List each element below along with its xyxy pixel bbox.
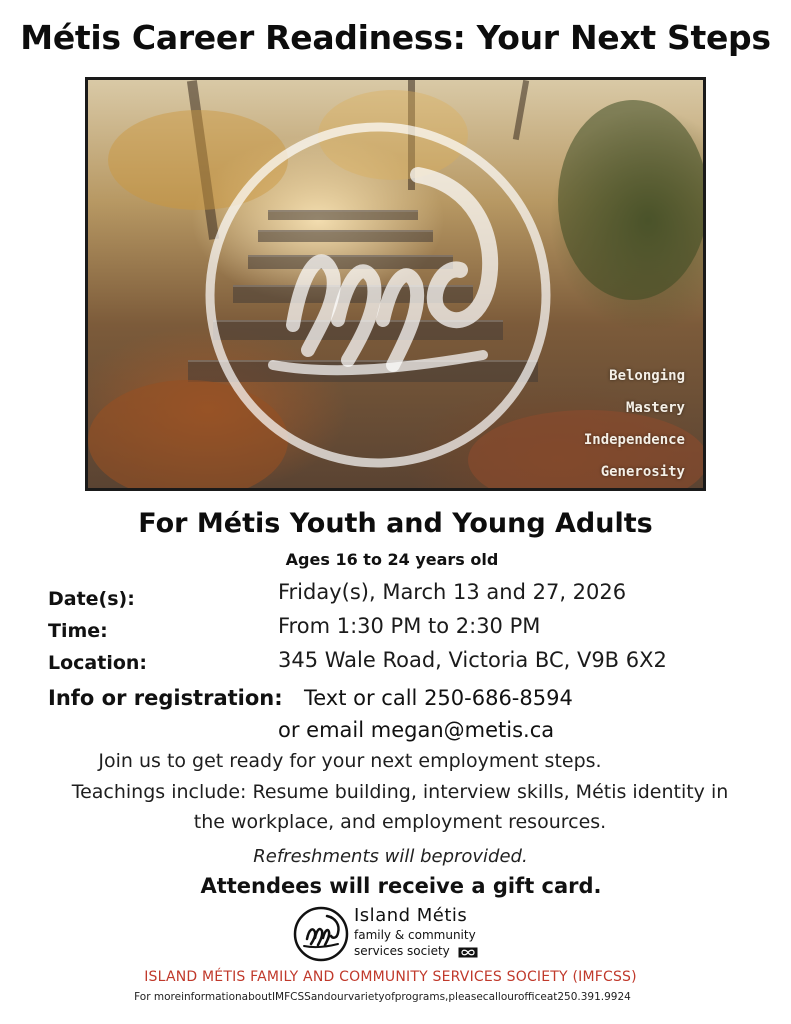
organization-name: ISLAND MÉTIS FAMILY AND COMMUNITY SERVICES SOCIETY (IMFCSS) — [144, 969, 637, 985]
logo-name: Island Métis — [354, 905, 468, 926]
time-value: From 1:30 PM to 2:30 PM — [278, 614, 541, 638]
imfcss-logo — [292, 905, 492, 963]
date-value: Friday(s), March 13 and 27, 2026 — [278, 580, 627, 604]
age-range: Ages 16 to 24 years old — [285, 550, 499, 569]
page-title: Métis Career Readiness: Your Next Steps — [20, 18, 771, 57]
logo-line-3: services society — [354, 944, 450, 958]
infinity-icon — [458, 947, 478, 958]
metis-emblem-watermark — [198, 115, 558, 475]
gift-card-note: Attendees will receive a gift card. — [200, 874, 602, 898]
foliage — [558, 100, 706, 300]
description-line-3: the workplace, and employment resources. — [193, 811, 607, 833]
audience-heading: For Métis Youth and Young Adults — [138, 508, 653, 539]
refreshments-note: Refreshments will beprovided. — [253, 846, 528, 867]
time-label: Time: — [48, 620, 108, 642]
values-list — [584, 360, 685, 488]
info-label: Info or registration: — [48, 686, 283, 710]
footer-note: For moreinformationaboutIMFCSSandourvarietyofprograms,pleasecallourofficeat250.391.9924 — [134, 991, 631, 1003]
description-line-2: Teachings include: Resume building, interview skills, Métis identity in — [71, 781, 729, 803]
phone-line: Text or call 250-686-8594 — [304, 686, 573, 710]
location-label: Location: — [48, 652, 148, 674]
value-generosity: Generosity — [600, 464, 685, 480]
emblem-icon — [292, 905, 350, 963]
value-belonging: Belonging — [609, 368, 685, 384]
logo-line-2: family & community — [354, 928, 476, 942]
hero-photo — [85, 77, 706, 491]
email-line: or email megan@metis.ca — [278, 718, 555, 742]
location-value: 345 Wale Road, Victoria BC, V9B 6X2 — [278, 648, 667, 672]
description-line-1: Join us to get ready for your next employment steps. — [98, 750, 602, 772]
date-label: Date(s): — [48, 588, 135, 610]
value-independence: Independence — [583, 432, 685, 448]
value-mastery: Mastery — [625, 400, 685, 416]
